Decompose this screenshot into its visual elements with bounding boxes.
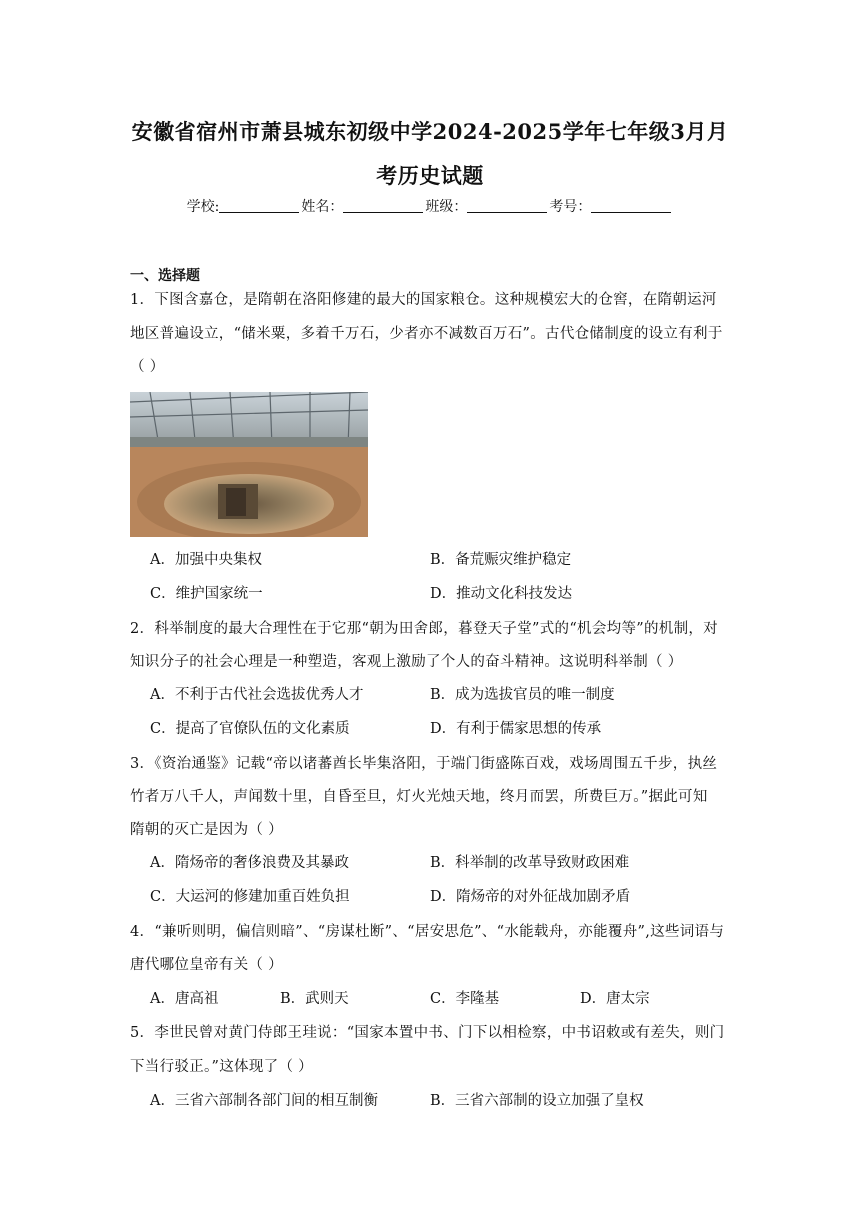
school-blank[interactable] <box>219 198 299 213</box>
question-3-option-a[interactable]: A．隋炀帝的奢侈浪费及其暴政 <box>150 855 349 871</box>
question-3-option-d[interactable]: D．隋炀帝的对外征战加剧矛盾 <box>430 889 631 905</box>
question-1-option-c[interactable]: C．维护国家统一 <box>150 586 263 602</box>
question-3-option-c[interactable]: C．大运河的修建加重百姓负担 <box>150 889 350 905</box>
question-5-line: 5．李世民曾对黄门侍郎王珪说：“国家本置中书、门下以相检察，中书诏敕或有差失，则门 <box>130 1025 725 1041</box>
page-title: 安徽省宿州市萧县城东初级中学2024-2025学年七年级3月月 <box>131 119 729 144</box>
question-1-line: 地区普遍设立，“储米粟，多着千万石，少者亦不减数百万石”。古代仓储制度的设立有利于 <box>130 326 723 342</box>
question-1-line: （ ） <box>130 359 165 375</box>
question-4-line: 4．“兼听则明，偏信则暗”、“房谋杜断”、“居安思危”、“水能载舟，亦能覆舟”,这些词语与 <box>130 924 725 940</box>
question-2-option-d[interactable]: D．有利于儒家思想的传承 <box>430 721 602 737</box>
question-3-line: 隋朝的灭亡是因为（ ） <box>130 822 283 838</box>
question-2-option-c[interactable]: C．提高了官僚队伍的文化素质 <box>150 721 350 737</box>
question-2-option-b[interactable]: B．成为选拔官员的唯一制度 <box>430 687 615 703</box>
question-3-line: 竹者万八千人，声闻数十里，自昏至旦，灯火光烛天地，终月而罢，所费巨万。”据此可知 <box>130 789 708 805</box>
question-5-option-a[interactable]: A．三省六部制各部门间的相互制衡 <box>150 1093 378 1109</box>
question-4-option-d[interactable]: D．唐太宗 <box>580 991 650 1007</box>
question-4-option-a[interactable]: A．唐高祖 <box>150 991 219 1007</box>
question-4-option-c[interactable]: C．李隆基 <box>430 991 500 1007</box>
question-2-option-a[interactable]: A．不利于古代社会选拔优秀人才 <box>150 687 364 703</box>
section-title: 一、选择题 <box>130 268 200 284</box>
class-blank[interactable] <box>467 198 547 213</box>
student-info-row <box>0 196 860 216</box>
question-1-line: 1．下图含嘉仓，是隋朝在洛阳修建的最大的国家粮仓。这种规模宏大的仓窖，在隋朝运河 <box>130 292 717 308</box>
name-blank[interactable] <box>343 198 423 213</box>
question-1-option-a[interactable]: A．加强中央集权 <box>150 552 262 568</box>
number-blank[interactable] <box>591 198 671 213</box>
question-2-line: 知识分子的社会心理是一种塑造，客观上激励了个人的奋斗精神。这说明科举制（ ） <box>130 654 683 670</box>
school-label: 学校: <box>186 199 220 215</box>
granary-photo <box>130 392 368 537</box>
question-3-option-b[interactable]: B．科举制的改革导致财政困难 <box>430 855 630 871</box>
question-1-option-d[interactable]: D．推动文化科技发达 <box>430 586 573 602</box>
class-label: 班级： <box>425 199 468 215</box>
page-title-line2: 考历史试题 <box>376 163 484 188</box>
question-4-option-b[interactable]: B．武则天 <box>280 991 349 1007</box>
name-label: 姓名： <box>301 199 344 215</box>
question-5-line: 下当行驳正。”这体现了（ ） <box>130 1059 313 1075</box>
question-1-option-b[interactable]: B．备荒赈灾维护稳定 <box>430 552 572 568</box>
number-label: 考号： <box>549 199 592 215</box>
question-2-line: 2．科举制度的最大合理性在于它那“朝为田舍郎，暮登天子堂”式的“机会均等”的机制，对 <box>130 621 718 637</box>
question-3-line: 3．《资治通鉴》记载“帝以诸蕃酋长毕集洛阳，于端门街盛陈百戏，戏场周围五千步，执丝 <box>130 756 718 772</box>
question-5-option-b[interactable]: B．三省六部制的设立加强了皇权 <box>430 1093 644 1109</box>
question-4-line: 唐代哪位皇帝有关（ ） <box>130 957 283 973</box>
